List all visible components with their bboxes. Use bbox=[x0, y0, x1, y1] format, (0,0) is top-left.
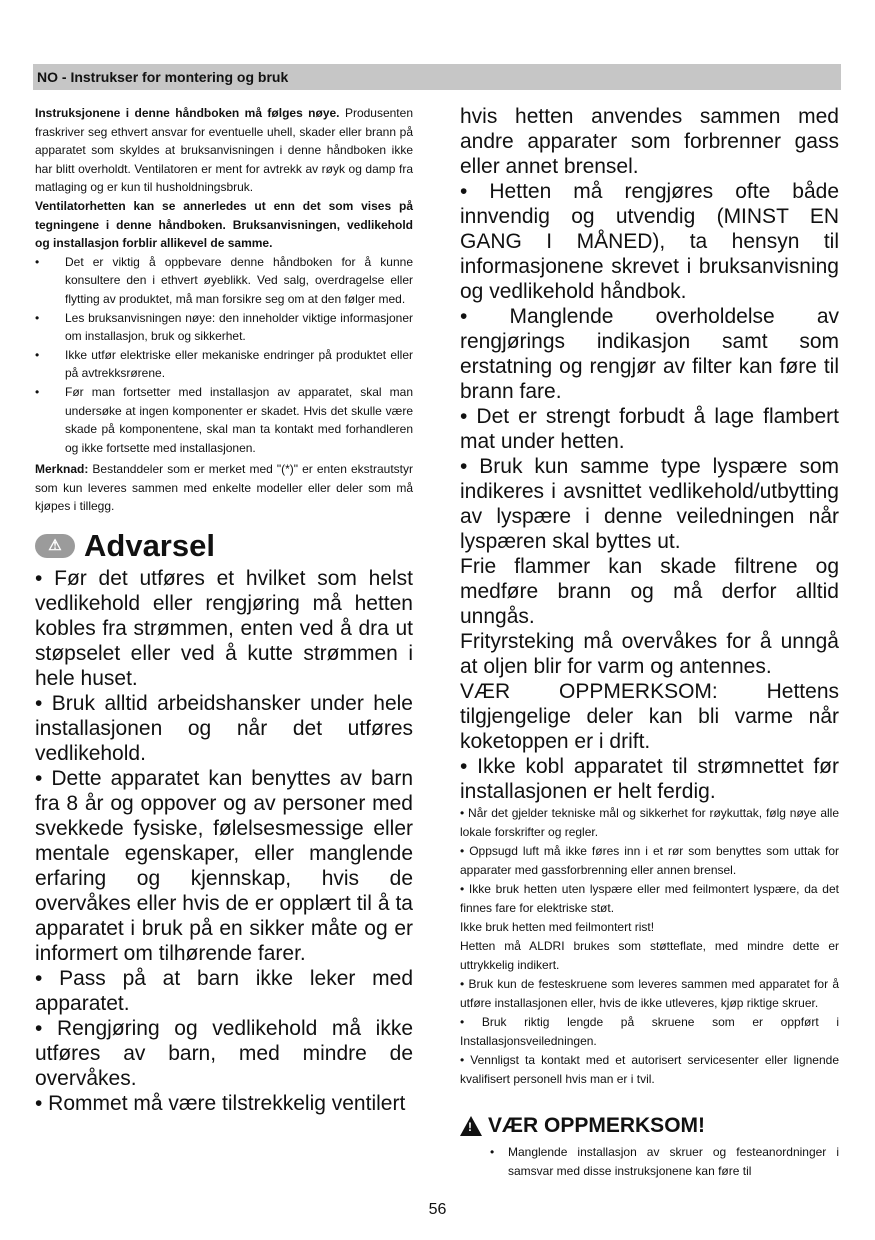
warning-paragraph: • Dette apparatet kan benyttes av barn fra 8 år og oppover og av personer med svekkede fysiske, følelsesmessige eller mentale egenskaper, eller manglende erfaring og kjennskap, hvis de overvåkes eller hvis de er opplært til å ta apparatet i bruk på en sikker måte og er informert om tilhørende farer. bbox=[35, 767, 413, 966]
caution-heading bbox=[460, 1111, 839, 1141]
list-item: • Det er viktig å oppbevare denne håndboken for å kunne konsultere den i ethvert øyeblikk. Ved salg, overdragelse eller flytting av produktet, må man forsikre seg om at den følger med. bbox=[35, 253, 413, 309]
page-number: 56 bbox=[428, 1201, 447, 1218]
caution-title: VÆR OPPMERKSOM! bbox=[488, 1114, 706, 1137]
safety-paragraph: • Hetten må rengjøres ofte både innvendig og utvendig (MINST EN GANG I MÅNED), ta hensyn til informasjonene skrevet i bruksanvisning og vedlikehold håndbok. bbox=[460, 180, 839, 303]
left-column bbox=[35, 104, 413, 1116]
safety-paragraph: Frie flammer kan skade filtrene og medføre brann og må derfor alltid unngås. bbox=[460, 555, 839, 628]
safety-paragraph: • Det er strengt forbudt å lage flambert mat under hetten. bbox=[460, 405, 839, 453]
note-label: Merknad: bbox=[35, 462, 89, 477]
warning-paragraph: • Rommet må være tilstrekkelig ventilert bbox=[35, 1092, 406, 1116]
notice-paragraph bbox=[35, 197, 413, 253]
detail-paragraph: • Vennligst ta kontakt med et autorisert servicesenter eller lignende kvalifisert personell hvis man er i tvil. bbox=[460, 1053, 839, 1086]
detail-paragraph: Ikke bruk hetten med feilmontert rist! bbox=[460, 920, 655, 934]
warning-heading bbox=[35, 526, 413, 566]
note-paragraph bbox=[35, 460, 413, 516]
list-item: • Før man fortsetter med installasjon av apparatet, skal man undersøke at ingen komponenter er skadet. Hvis det skulle være skade på komponentene, skal man ta kontakt med forhandleren og ikke fortsette med installasjonen. bbox=[35, 383, 413, 457]
intro-paragraph bbox=[35, 104, 413, 197]
detail-paragraph: • Ikke bruk hetten uten lyspære eller med feilmontert lyspære, da det finnes fare for elektriske støt. bbox=[460, 882, 839, 915]
note-text: Bestanddeler som er merket med "(*)" er enten ekstrautstyr som kun leveres sammen med enkelte modeller eller deler som må kjøpes i tillegg. bbox=[35, 462, 413, 514]
list-item: • Les bruksanvisningen nøye: den inneholder viktige informasjoner om installasjon, bruk og sikkerhet. bbox=[35, 309, 413, 346]
safety-paragraph: Frityrsteking må overvåkes for å unngå at oljen blir for varm og antennes. bbox=[460, 630, 839, 678]
list-item: • Manglende installasjon av skruer og festeanordninger i samsvar med disse instruksjonene kan føre til bbox=[460, 1143, 839, 1181]
instruction-bullets bbox=[35, 253, 413, 458]
caution-bullets bbox=[460, 1143, 839, 1181]
warning-triangle-icon: ! bbox=[460, 1116, 482, 1136]
warning-title: Advarsel bbox=[84, 528, 215, 564]
detail-paragraph: • Bruk riktig lengde på skruene som er oppført i Installasjonsveiledningen. bbox=[460, 1015, 839, 1048]
detail-paragraph: • Oppsugd luft må ikke føres inn i et rør som benyttes som uttak for apparater med gassforbrenning eller annen brensel. bbox=[460, 844, 839, 877]
right-column bbox=[460, 104, 839, 1181]
warning-paragraph: • Pass på at barn ikke leker med apparatet. bbox=[35, 967, 413, 1016]
list-item: • Ikke utfør elektriske eller mekaniske endringer på produktet eller på avtrekksrørene. bbox=[35, 346, 413, 383]
warning-paragraph: • Bruk alltid arbeidshansker under hele installasjonen og når det utføres vedlikehold. bbox=[35, 692, 413, 766]
warning-triangle-icon: ⚠ bbox=[35, 534, 75, 558]
section-header-title: NO - Instrukser for montering og bruk bbox=[37, 69, 289, 85]
warning-paragraph: • Før det utføres et hvilket som helst vedlikehold eller rengjøring må hetten kobles fra strømmen, enten ved å dra ut støpselet eller ved å kutte strømmen i hele huset. bbox=[35, 567, 413, 691]
detail-paragraph: Hetten må ALDRI brukes som støtteflate, med mindre dette er uttrykkelig indikert. bbox=[460, 939, 839, 972]
notice-bold: Ventilatorhetten kan se annerledes ut enn det som vises på tegningene i denne håndboken. Bruksanvisningen, vedlikehold og installasjon forblir allikevel de samme. bbox=[35, 198, 413, 251]
safety-paragraph: hvis hetten anvendes sammen med andre apparater som forbrenner gass eller annet brensel. bbox=[460, 105, 839, 178]
warning-paragraph: • Rengjøring og vedlikehold må ikke utføres av barn, med mindre de overvåkes. bbox=[35, 1017, 413, 1091]
safety-paragraph: • Ikke kobl apparatet til strømnettet før installasjonen er helt ferdig. bbox=[460, 755, 839, 803]
section-header bbox=[33, 64, 841, 90]
detail-paragraph: • Når det gjelder tekniske mål og sikkerhet for røykuttak, følg nøye alle lokale forskrifter og regler. bbox=[460, 806, 839, 839]
intro-bold: Instruksjonene i denne håndboken må følges nøye. bbox=[35, 106, 340, 120]
safety-paragraph: • Bruk kun samme type lyspære som indikeres i avsnittet vedlikehold/utbytting av lyspære i denne veiledningen når lyspæren skal byttes ut. bbox=[460, 455, 839, 553]
intro-text: Produsenten fraskriver seg ethvert ansvar for eventuelle uhell, skader eller brann på apparatet som skyldes at bruksanvisningen i denne håndboken ikke har blitt overholdt. Ventilatoren er ment for avtrekk av røyk og damp fra matlaging og er kun til husholdningsbruk. bbox=[35, 106, 413, 195]
detail-paragraph: • Bruk kun de festeskruene som leveres sammen med apparatet for å utføre installasjonen eller, hvis de ikke utleveres, kjøp riktige skruer. bbox=[460, 977, 839, 1010]
safety-paragraph: • Manglende overholdelse av rengjørings indikasjon samt som erstatning og rengjør av filter kan føre til brann fare. bbox=[460, 305, 839, 403]
safety-paragraph: VÆR OPPMERKSOM: Hettens tilgjengelige deler kan bli varme når koketoppen er i drift. bbox=[460, 680, 839, 753]
